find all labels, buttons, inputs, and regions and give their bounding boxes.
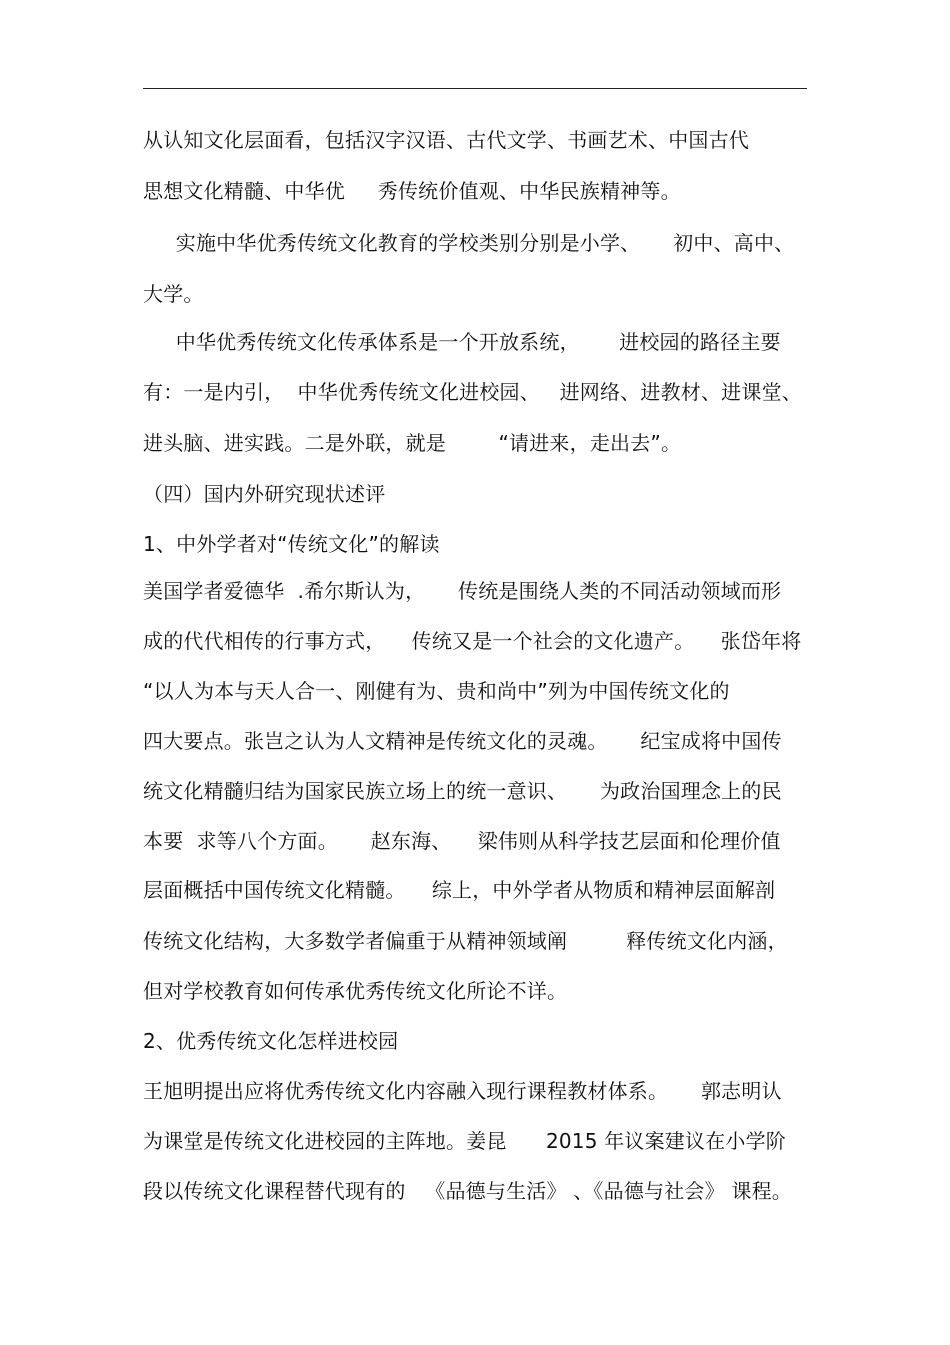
body-line-2: 思想文化精髓、中华优 秀传统价值观、中华民族精神等。 — [143, 179, 681, 203]
subsection-heading-1: 1、中外学者对“传统文化”的解读 — [143, 532, 440, 556]
body-line-13: 四大要点。张岂之认为人文精神是传统文化的灵魂。 纪宝成将中国传 — [143, 729, 782, 753]
body-line-3: 实施中华优秀传统文化教育的学校类别分别是小学、 初中、高中、 — [143, 231, 795, 255]
subsection-heading-2: 2、优秀传统文化怎样进校园 — [143, 1029, 399, 1053]
body-line-7: 进头脑、进实践。二是外联，就是 “请进来，走出去”。 — [143, 431, 682, 455]
body-line-5: 中华优秀传统文化传承体系是一个开放系统， 进校园的路径主要 — [143, 330, 781, 354]
body-line-16: 层面概括中国传统文化精髓。 综上，中外学者从物质和精神层面解剖 — [143, 878, 776, 902]
body-line-12: “以人为本与天人合一、刚健有为、贵和尚中”列为中国传统文化的 — [143, 679, 730, 703]
section-heading: （四）国内外研究现状述评 — [143, 482, 386, 506]
body-line-11: 成的代代相传的行事方式， 传统又是一个社会的文化遗产。 张岱年将 — [143, 629, 802, 653]
header-rule — [143, 88, 807, 89]
body-line-14: 统文化精髓归结为国家民族立场上的统一意识、 为政治国理念上的民 — [143, 779, 782, 803]
body-line-4: 大学。 — [143, 282, 204, 306]
body-line-18: 但对学校教育如何传承优秀传统文化所论不详。 — [143, 979, 568, 1003]
body-line-10: 美国学者爱德华 .希尔斯认为， 传统是围绕人类的不同活动领域而形 — [143, 579, 782, 603]
body-line-20: 王旭明提出应将优秀传统文化内容融入现行课程教材体系。 郭志明认 — [143, 1079, 782, 1103]
body-line-6: 有：一是内引， 中华优秀传统文化进校园、 进网络、进教材、进课堂、 — [143, 380, 802, 404]
body-line-21: 为课堂是传统文化进校园的主阵地。姜昆 2015 年议案建议在小学阶 — [143, 1129, 786, 1153]
body-line-15: 本要 求等八个方面。 赵东海、 梁伟则从科学技艺层面和伦理价值 — [143, 829, 781, 853]
body-line-17: 传统文化结构，大多数学者偏重于从精神领域阐 释传统文化内涵， — [143, 929, 788, 953]
body-line-22: 段以传统文化课程替代现有的 《品德与生活》 、《品德与社会》 课程。 — [143, 1179, 792, 1203]
body-line-1: 从认知文化层面看，包括汉字汉语、古代文学、书画艺术、中国古代 — [143, 128, 749, 152]
